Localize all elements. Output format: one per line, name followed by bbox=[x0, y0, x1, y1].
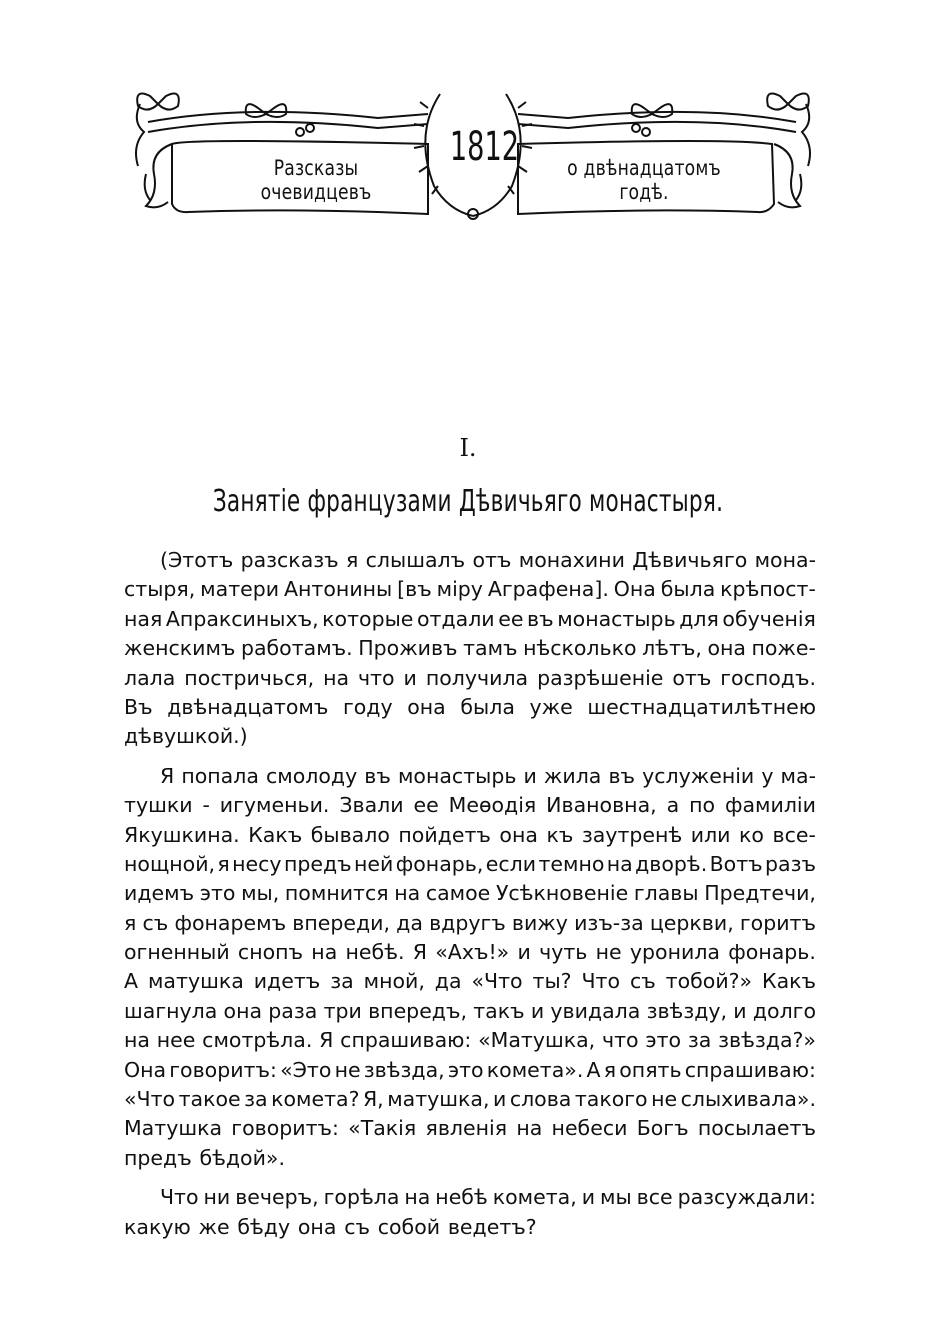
text-line: на нее смотрѣла. Я спрашиваю: «Матушка, что это за звѣзда?» bbox=[124, 1028, 816, 1053]
text-line: идемъ это мы, помнится на самое Усѣкновеніе главы Предтечи, bbox=[124, 881, 816, 906]
text-line: ная Апраксиныхъ, которые отдали ее въ монастырь для обученія bbox=[124, 606, 816, 631]
banner-right-text: о двѣнадцатомъ годѣ. bbox=[567, 156, 721, 204]
text-line: какую же бѣду она съ собой ведетъ? bbox=[124, 1214, 537, 1239]
banner-left-text: Разсказы очевидцевъ bbox=[260, 156, 372, 204]
story-paragraph-1 bbox=[124, 762, 816, 1173]
text-line: А матушка идетъ за мной, да «Что ты? Что съ тобой?» Какъ bbox=[124, 969, 816, 994]
text-line: шагнула она раза три впередъ, такъ и увидала звѣзду, и долго bbox=[124, 998, 816, 1023]
text-line: огненный снопъ на небѣ. Я «Ахъ!» и чуть не уронила фонарь. bbox=[124, 940, 816, 965]
text-line: я съ фонаремъ впереди, да вдругъ вижу изъ-за церкви, горитъ bbox=[124, 910, 816, 935]
text-line: дѣвушкой.) bbox=[124, 724, 248, 749]
text-line: Якушкина. Какъ бывало пойдетъ она къ заутренѣ или ко все- bbox=[124, 822, 816, 847]
header-banner bbox=[128, 74, 818, 224]
text-line: Я попала смолоду въ монастырь и жила въ услуженіи у ма- bbox=[160, 763, 816, 788]
text-line: тушки - игуменьи. Звали ее Меѳодія Ивановна, а по фамиліи bbox=[124, 793, 816, 818]
chapter-title: Занятіе французами Дѣвичьяго монастыря. bbox=[212, 484, 724, 519]
text-line: Она говоритъ: «Это не звѣзда, это комета». А я опять спрашиваю: bbox=[124, 1057, 816, 1082]
text-line: Въ двѣнадцатомъ году она была уже шестнадцатилѣтнею bbox=[124, 694, 816, 719]
story-paragraph-2 bbox=[124, 1183, 816, 1242]
banner-year: 1812 bbox=[449, 124, 520, 170]
chapter-number: I. bbox=[459, 434, 477, 462]
intro-paragraph bbox=[124, 546, 816, 752]
text-line: женскимъ работамъ. Проживъ тамъ нѣсколько лѣтъ, она поже- bbox=[124, 636, 816, 661]
text-line: «Что такое за комета? Я, матушка, и слова такого не слыхивала». bbox=[124, 1087, 816, 1112]
text-line: Матушка говоритъ: «Такія явленія на небеси Богъ посылаетъ bbox=[124, 1116, 816, 1141]
text-line: Что ни вечеръ, горѣла на небѣ комета, и мы все разсуждали: bbox=[160, 1185, 816, 1210]
body-text bbox=[124, 546, 816, 1252]
text-line: стыря, матери Антонины [въ міру Аграфена]. Она была крѣпост- bbox=[124, 577, 816, 602]
text-line: лала постричься, на что и получила разрѣшеніе отъ господъ. bbox=[124, 665, 816, 690]
text-line: (Этотъ разсказъ я слышалъ отъ монахини Дѣвичьяго мона- bbox=[160, 548, 816, 572]
text-line: предъ бѣдой». bbox=[124, 1145, 285, 1170]
text-line: нощной, я несу предъ ней фонарь, если темно на дворѣ. Вотъ разъ bbox=[124, 851, 816, 876]
